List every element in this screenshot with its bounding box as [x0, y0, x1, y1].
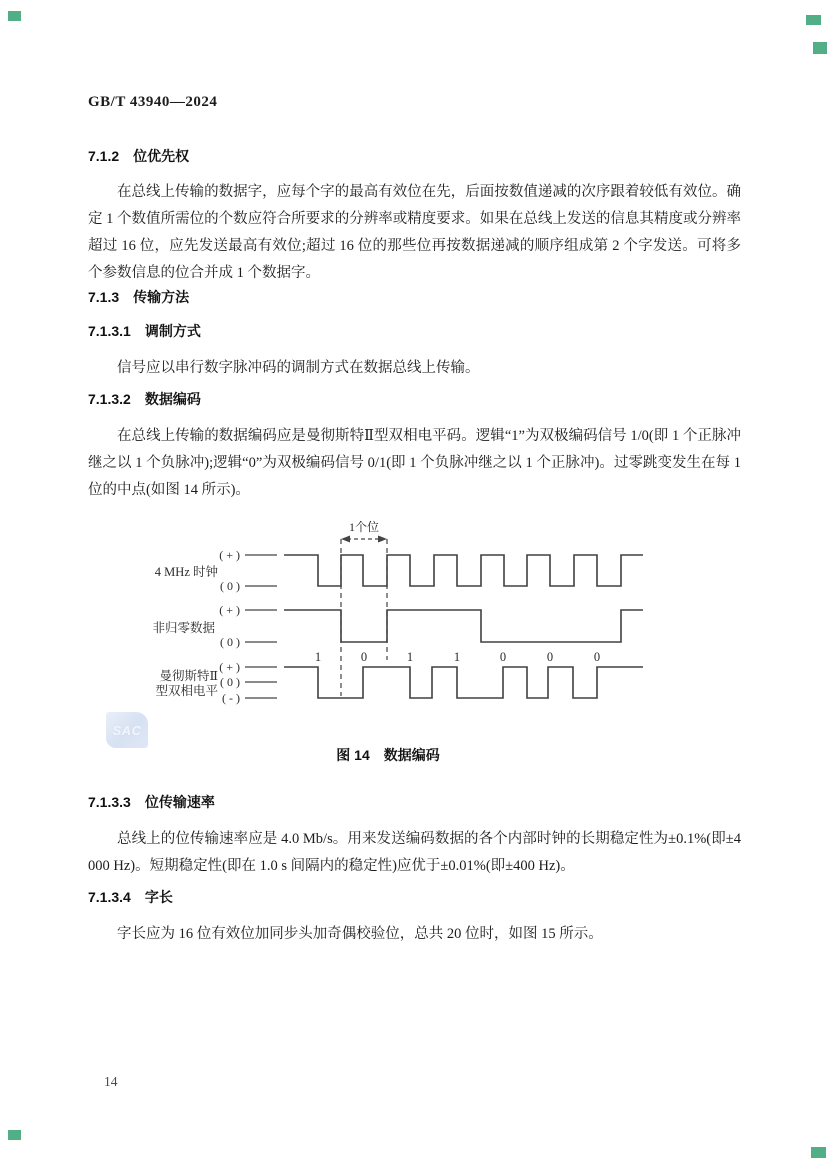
heading-title: 调制方式 [144, 323, 201, 339]
bit-value-label: 1 [406, 650, 414, 664]
heading-7-1-3-2 [88, 389, 201, 409]
manchester-signal-label-line2: 型双相电平 [155, 684, 218, 698]
heading-number: 7.1.3.2 [88, 391, 131, 407]
scan-mark [813, 42, 827, 54]
arrowhead-left-icon [341, 536, 350, 543]
paragraph-data-encoding: 在总线上传输的数据编码应是曼彻斯特Ⅱ型双相电平码。逻辑“1”为双极编码信号 1/0(即 1 个正脉冲继之以 1 个负脉冲);逻辑“0”为双极编码信号 0/1(即 1 个负脉冲继之以 1 个正脉冲)。过零跳变发生在每 1 位的中点(如图 14 所示)。 [88, 428, 741, 498]
clock-waveform [284, 555, 643, 586]
nrz-data-waveform [284, 610, 643, 642]
manchester-level-plus-label: ( + ) [219, 660, 240, 674]
bit-value-label: 0 [546, 650, 554, 664]
nrz-level-zero-label: ( 0 ) [220, 635, 240, 649]
heading-title: 传输方法 [133, 289, 190, 305]
heading-number: 7.1.3.4 [88, 889, 131, 905]
paragraph-bit-priority: 在总线上传输的数据字，应每个字的最高有效位在先，后面按数值递减的次序跟着较低有效位。确定 1 个数值所需位的个数应符合所要求的分辨率或精度要求。如果在总线上发送的信息其精度或分辨率超过 16 位，应先发送最高有效位;超过 16 位的那些位再按数据递减的顺序组成第 2 个字发送。可将多个参数信息的位合并成 1 个数据字。 [88, 184, 741, 281]
heading-7-1-3 [88, 287, 189, 307]
paragraph-modulation: 信号应以串行数字脉冲码的调制方式在数据总线上传输。 [117, 360, 480, 376]
bit-value-label: 0 [499, 650, 507, 664]
figure-14-waveform-diagram [0, 514, 827, 714]
heading-number: 7.1.2 [88, 148, 120, 164]
heading-number: 7.1.3.1 [88, 323, 131, 339]
bit-value-label: 0 [360, 650, 368, 664]
heading-title: 位优先权 [133, 148, 190, 164]
manchester-level-minus-label: ( - ) [222, 691, 240, 705]
page-number: 14 [104, 1074, 118, 1089]
scan-mark [8, 1130, 21, 1140]
arrowhead-right-icon [378, 536, 387, 543]
heading-7-1-3-3 [88, 792, 215, 812]
scan-mark [8, 11, 21, 21]
heading-title: 字长 [144, 889, 173, 905]
clock-signal-label: 4 MHz 时钟 [154, 565, 218, 579]
heading-7-1-3-4 [88, 887, 173, 907]
scan-mark [811, 1147, 826, 1158]
heading-title: 位传输速率 [144, 794, 215, 810]
bit-value-label: 1 [314, 650, 322, 664]
nrz-signal-label: 非归零数据 [152, 621, 215, 635]
bit-value-label: 0 [593, 650, 601, 664]
clock-level-plus-label: ( + ) [219, 548, 240, 562]
scan-mark [806, 15, 821, 25]
one-bit-interval-label: 1个位 [348, 520, 380, 534]
document-number-header: GB/T 43940—2024 [88, 94, 218, 110]
sac-watermark-logo: SAC [106, 712, 148, 748]
heading-7-1-2 [88, 146, 189, 166]
heading-number: 7.1.3 [88, 289, 120, 305]
heading-number: 7.1.3.3 [88, 794, 131, 810]
manchester-level-zero-label: ( 0 ) [220, 675, 240, 689]
manchester-waveform [284, 667, 643, 698]
clock-level-zero-label: ( 0 ) [220, 579, 240, 593]
heading-title: 数据编码 [144, 391, 201, 407]
figure-14-caption: 图 14 数据编码 [336, 747, 440, 763]
heading-7-1-3-1 [88, 321, 201, 341]
paragraph-bit-rate: 总线上的位传输速率应是 4.0 Mb/s。用来发送编码数据的各个内部时钟的长期稳定性为±0.1%(即±4 000 Hz)。短期稳定性(即在 1.0 s 间隔内的稳定性)应优于±0.01%(即±400 Hz)。 [88, 831, 741, 874]
nrz-level-plus-label: ( + ) [219, 603, 240, 617]
manchester-signal-label-line1: 曼彻斯特Ⅱ [159, 669, 218, 683]
paragraph-word-length: 字长应为 16 位有效位加同步头加奇偶校验位，总共 20 位时，如图 15 所示。 [117, 926, 603, 942]
bit-value-label: 1 [453, 650, 461, 664]
